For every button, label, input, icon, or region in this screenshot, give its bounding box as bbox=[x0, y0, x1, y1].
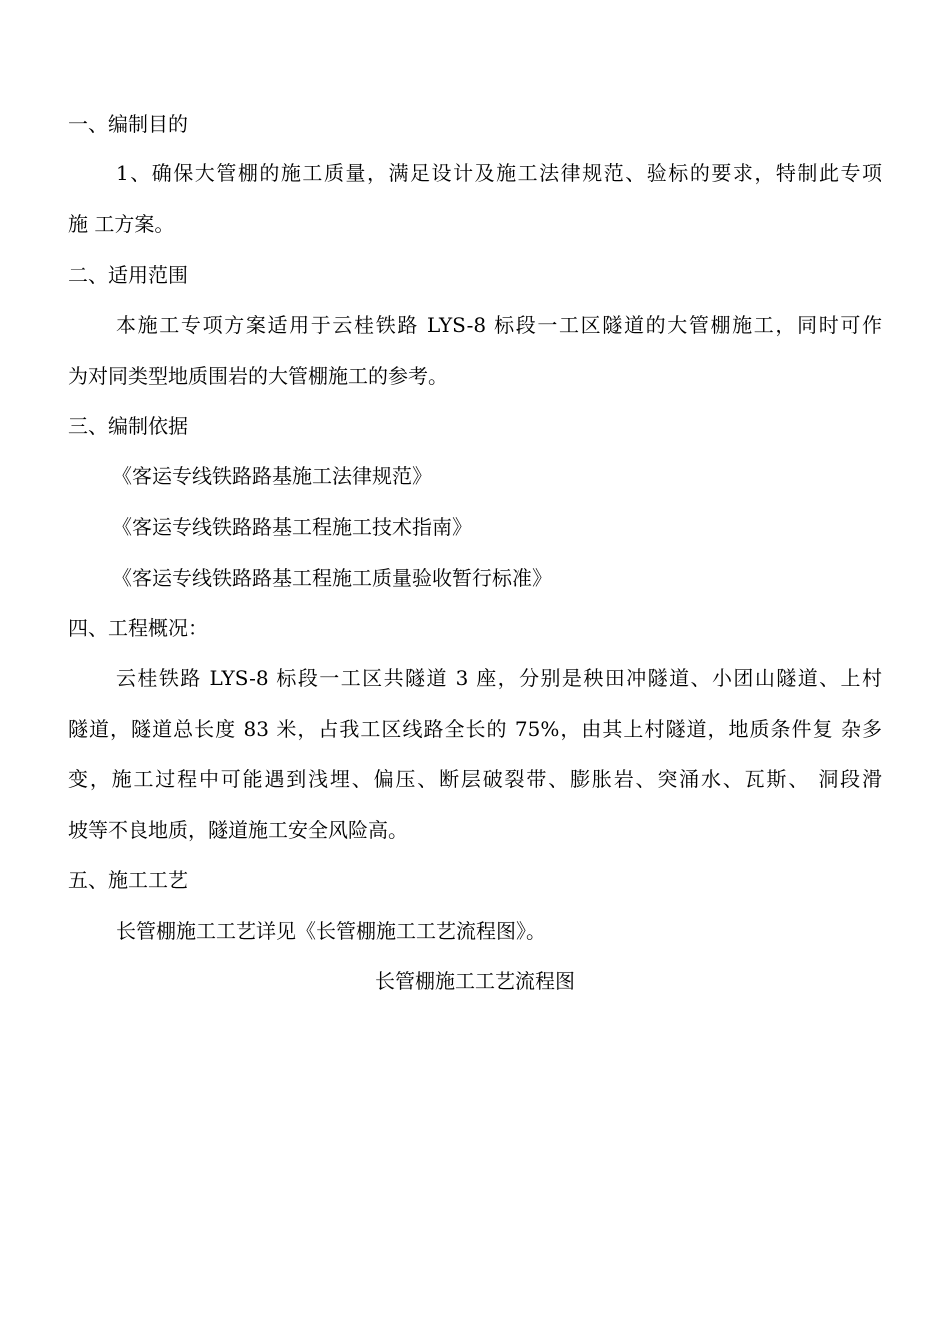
reference-item: 《客运专线铁路路基工程施工质量验收暂行标准》 bbox=[112, 566, 552, 590]
paragraph-line: 为对同类型地质围岩的大管棚施工的参考。 bbox=[68, 364, 448, 388]
paragraph-line: 施 工方案。 bbox=[68, 212, 175, 236]
section-heading-scope: 二、适用范围 bbox=[68, 263, 188, 287]
paragraph-line: 云桂铁路 LYS-8 标段一工区共隧道 3 座，分别是秧田冲隧道、小团山隧道、上村 bbox=[116, 666, 882, 690]
section-heading-basis: 三、编制依据 bbox=[68, 414, 188, 438]
reference-item: 《客运专线铁路路基工程施工技术指南》 bbox=[112, 515, 472, 539]
section-heading-overview: 四、工程概况： bbox=[68, 616, 208, 640]
paragraph-line: 本施工专项方案适用于云桂铁路 LYS-8 标段一工区隧道的大管棚施工，同时可作 bbox=[116, 313, 882, 337]
paragraph-line: 坡等不良地质，隧道施工安全风险高。 bbox=[68, 818, 408, 842]
paragraph-line: 1、确保大管棚的施工质量，满足设计及施工法律规范、验标的要求，特制此专项 bbox=[116, 161, 882, 185]
section-heading-process: 五、施工工艺 bbox=[68, 868, 188, 892]
reference-item: 《客运专线铁路路基施工法律规范》 bbox=[112, 464, 432, 488]
paragraph-line: 长管棚施工工艺详见《长管棚施工工艺流程图》。 bbox=[116, 919, 546, 943]
section-heading-purpose: 一、编制目的 bbox=[68, 112, 188, 136]
paragraph-line: 变，施工过程中可能遇到浅埋、偏压、断层破裂带、膨胀岩、突涌水、瓦斯、 洞段滑 bbox=[68, 767, 882, 791]
figure-caption: 长管棚施工工艺流程图 bbox=[375, 969, 575, 993]
paragraph-line: 隧道，隧道总长度 83 米，占我工区线路全长的 75%，由其上村隧道，地质条件复 杂多 bbox=[68, 717, 882, 741]
